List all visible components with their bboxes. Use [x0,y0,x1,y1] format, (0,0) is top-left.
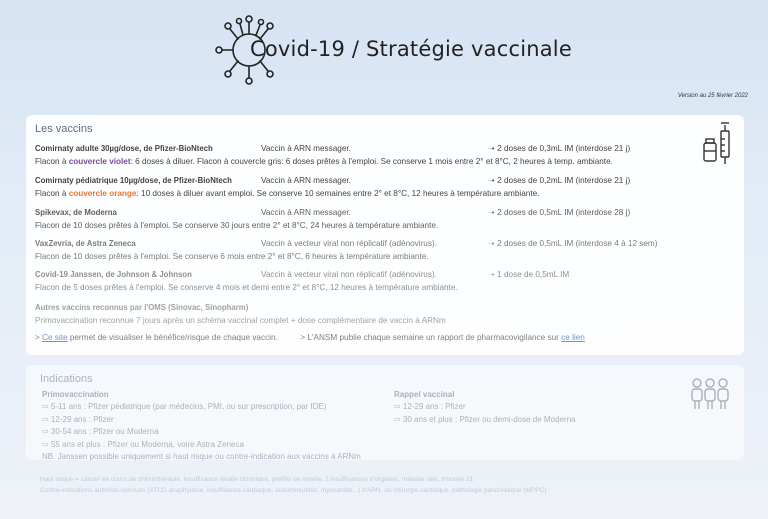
vaccine-type: Vaccin à ARN messager. [261,144,351,153]
vaccine-desc: Primovaccination reconnue 7 jours après un schéma vaccinal complet + dose complémentaire de vaccin à ARNm [35,315,446,325]
list-item: ⇨ 30-54 ans : Pfizer ou Moderna [42,427,159,437]
section-title-indications: Indications [40,373,93,385]
header [0,0,768,100]
vaccine-type: Vaccin à ARN messager. [261,208,351,217]
vaccines-card [26,115,744,355]
vaccine-item-moderna [35,207,631,232]
vaccine-type: Vaccin à vecteur viral non réplicatif (adénovirus). [261,270,437,279]
primo-title: Primovaccination [42,390,109,399]
version-date: Version au 25 février 2022 [677,93,748,99]
ansm-report-link[interactable]: ce lien [561,333,585,342]
vaccine-desc: Flacon à couvercle orange: 10 doses à diluer avant emploi. Se conserve 10 semaines entre 2° et 8°C, 12 heures à température ambiante. [35,188,540,198]
vaccine-name: Comirnaty pédiatrique 10µg/dose, de Pfizer-BioNtech [35,176,232,185]
vial-syringe-icon [702,121,734,165]
indications-card [26,365,744,460]
vaccine-name: Comirnaty adulte 30µg/dose, de Pfizer-BioNtech [35,144,213,153]
vaccine-item-janssen [35,269,570,294]
vaccine-dose: ➝ 2 doses de 0,5mL IM (interdose 4 à 12 sem) [488,239,658,248]
footnote-line: Contre-indications autrefois connues (ATCD anaphylaxie, insuffisance cardiaque, autoimmunités, myocardite...) d'ARN, ou chirurgie cardiaque, pathologie pancréatique (MPPC) [40,487,547,494]
vaccine-type: Vaccin à ARN messager. [261,176,351,185]
vaccine-dose: ➝ 1 dose de 0,5mL IM [488,270,570,279]
vaccine-item-pfizer-adult [35,143,631,168]
vaccine-item-astrazeneca [35,238,658,263]
primo-column [42,389,361,463]
vaccine-item-pfizer-pediatric [35,175,631,200]
vaccine-desc: Flacon de 10 doses prêtes à l'emploi. Se conserve 30 jours entre 2° et 8°C, 24 heures à température ambiante. [35,220,439,230]
list-item: ⇨ 5-11 ans : Pfizer pédiatrique (par médecins, PMI, ou sur prescription, par IDE) [42,402,327,412]
vaccine-item-other-who [35,302,446,327]
vaccine-name: Spikevax, de Moderna [35,208,117,217]
page-title: Covid-19 / Stratégie vaccinale [250,37,572,61]
footnote [40,474,740,496]
rappel-column [394,389,575,426]
footnote-line: Haut risque = cancer en cours de chimiothérapie, insuffisance rénale chronique, greffés de moelle, 2 insuffisances d'organes, maladie rare, trisomie 21 [40,476,474,483]
section-title-vaccines: Les vaccins [35,123,93,135]
list-item: ⇨ 12-29 ans : Pfizer [394,402,466,412]
vaccine-dose: ➝ 2 doses de 0,2mL IM (interdose 21 j) [488,176,631,185]
cap-violet-label: couvercle violet [68,156,131,166]
people-icon [690,377,730,411]
benefit-risk-link[interactable]: Ce site [42,333,68,342]
rappel-title: Rappel vaccinal [394,390,455,399]
vaccine-desc: Flacon de 5 doses prêtes à l'emploi. Se conserve 4 mois et demi entre 2° et 8°C, 12 heures à température ambiante. [35,282,458,292]
vaccine-desc: Flacon à couvercle violet: 6 doses à diluer. Flacon à couvercle gris: 6 doses prêtes à l'emploi. Se conserve 1 mois entre 2° et 8°C, 2 heures à temp. ambiante. [35,156,613,166]
vaccine-name: Covid-19 Janssen, de Johnson & Johnson [35,270,192,279]
list-item: ⇨ 12-29 ans : Pfizer [42,414,114,424]
vaccine-type: Vaccin à vecteur viral non réplicatif (adénovirus). [261,239,437,248]
vaccine-name: Autres vaccins reconnus par l'OMS (Sinovac, Sinopharm) [35,303,249,312]
cap-orange-label: couvercle orange [68,188,137,198]
list-item: NB. Janssen possible uniquement si haut risque ou contre-indication aux vaccins à ARNm [42,452,361,462]
vaccine-dose: ➝ 2 doses de 0,5mL IM (interdose 28 j) [488,208,631,217]
links-row: > Ce site permet de visualiser le bénéfice/risque de chaque vaccin. > L'ANSM publie chaque semaine un rapport de pharmacovigilance sur ce lien [35,333,585,342]
list-item: ⇨ 55 ans et plus : Pfizer ou Moderna, voire Astra Zeneca [42,439,244,449]
vaccine-name: VaxZevria, de Astra Zeneca [35,239,136,248]
vaccine-desc: Flacon de 10 doses prêtes à l'emploi. Se conserve 6 mois entre 2° et 8°C, 6 heures à température ambiante. [35,251,429,261]
vaccine-dose: ➝ 2 doses de 0,3mL IM (interdose 21 j) [488,144,631,153]
list-item: ⇨ 30 ans et plus : Pfizer ou demi-dose de Moderna [394,414,576,424]
